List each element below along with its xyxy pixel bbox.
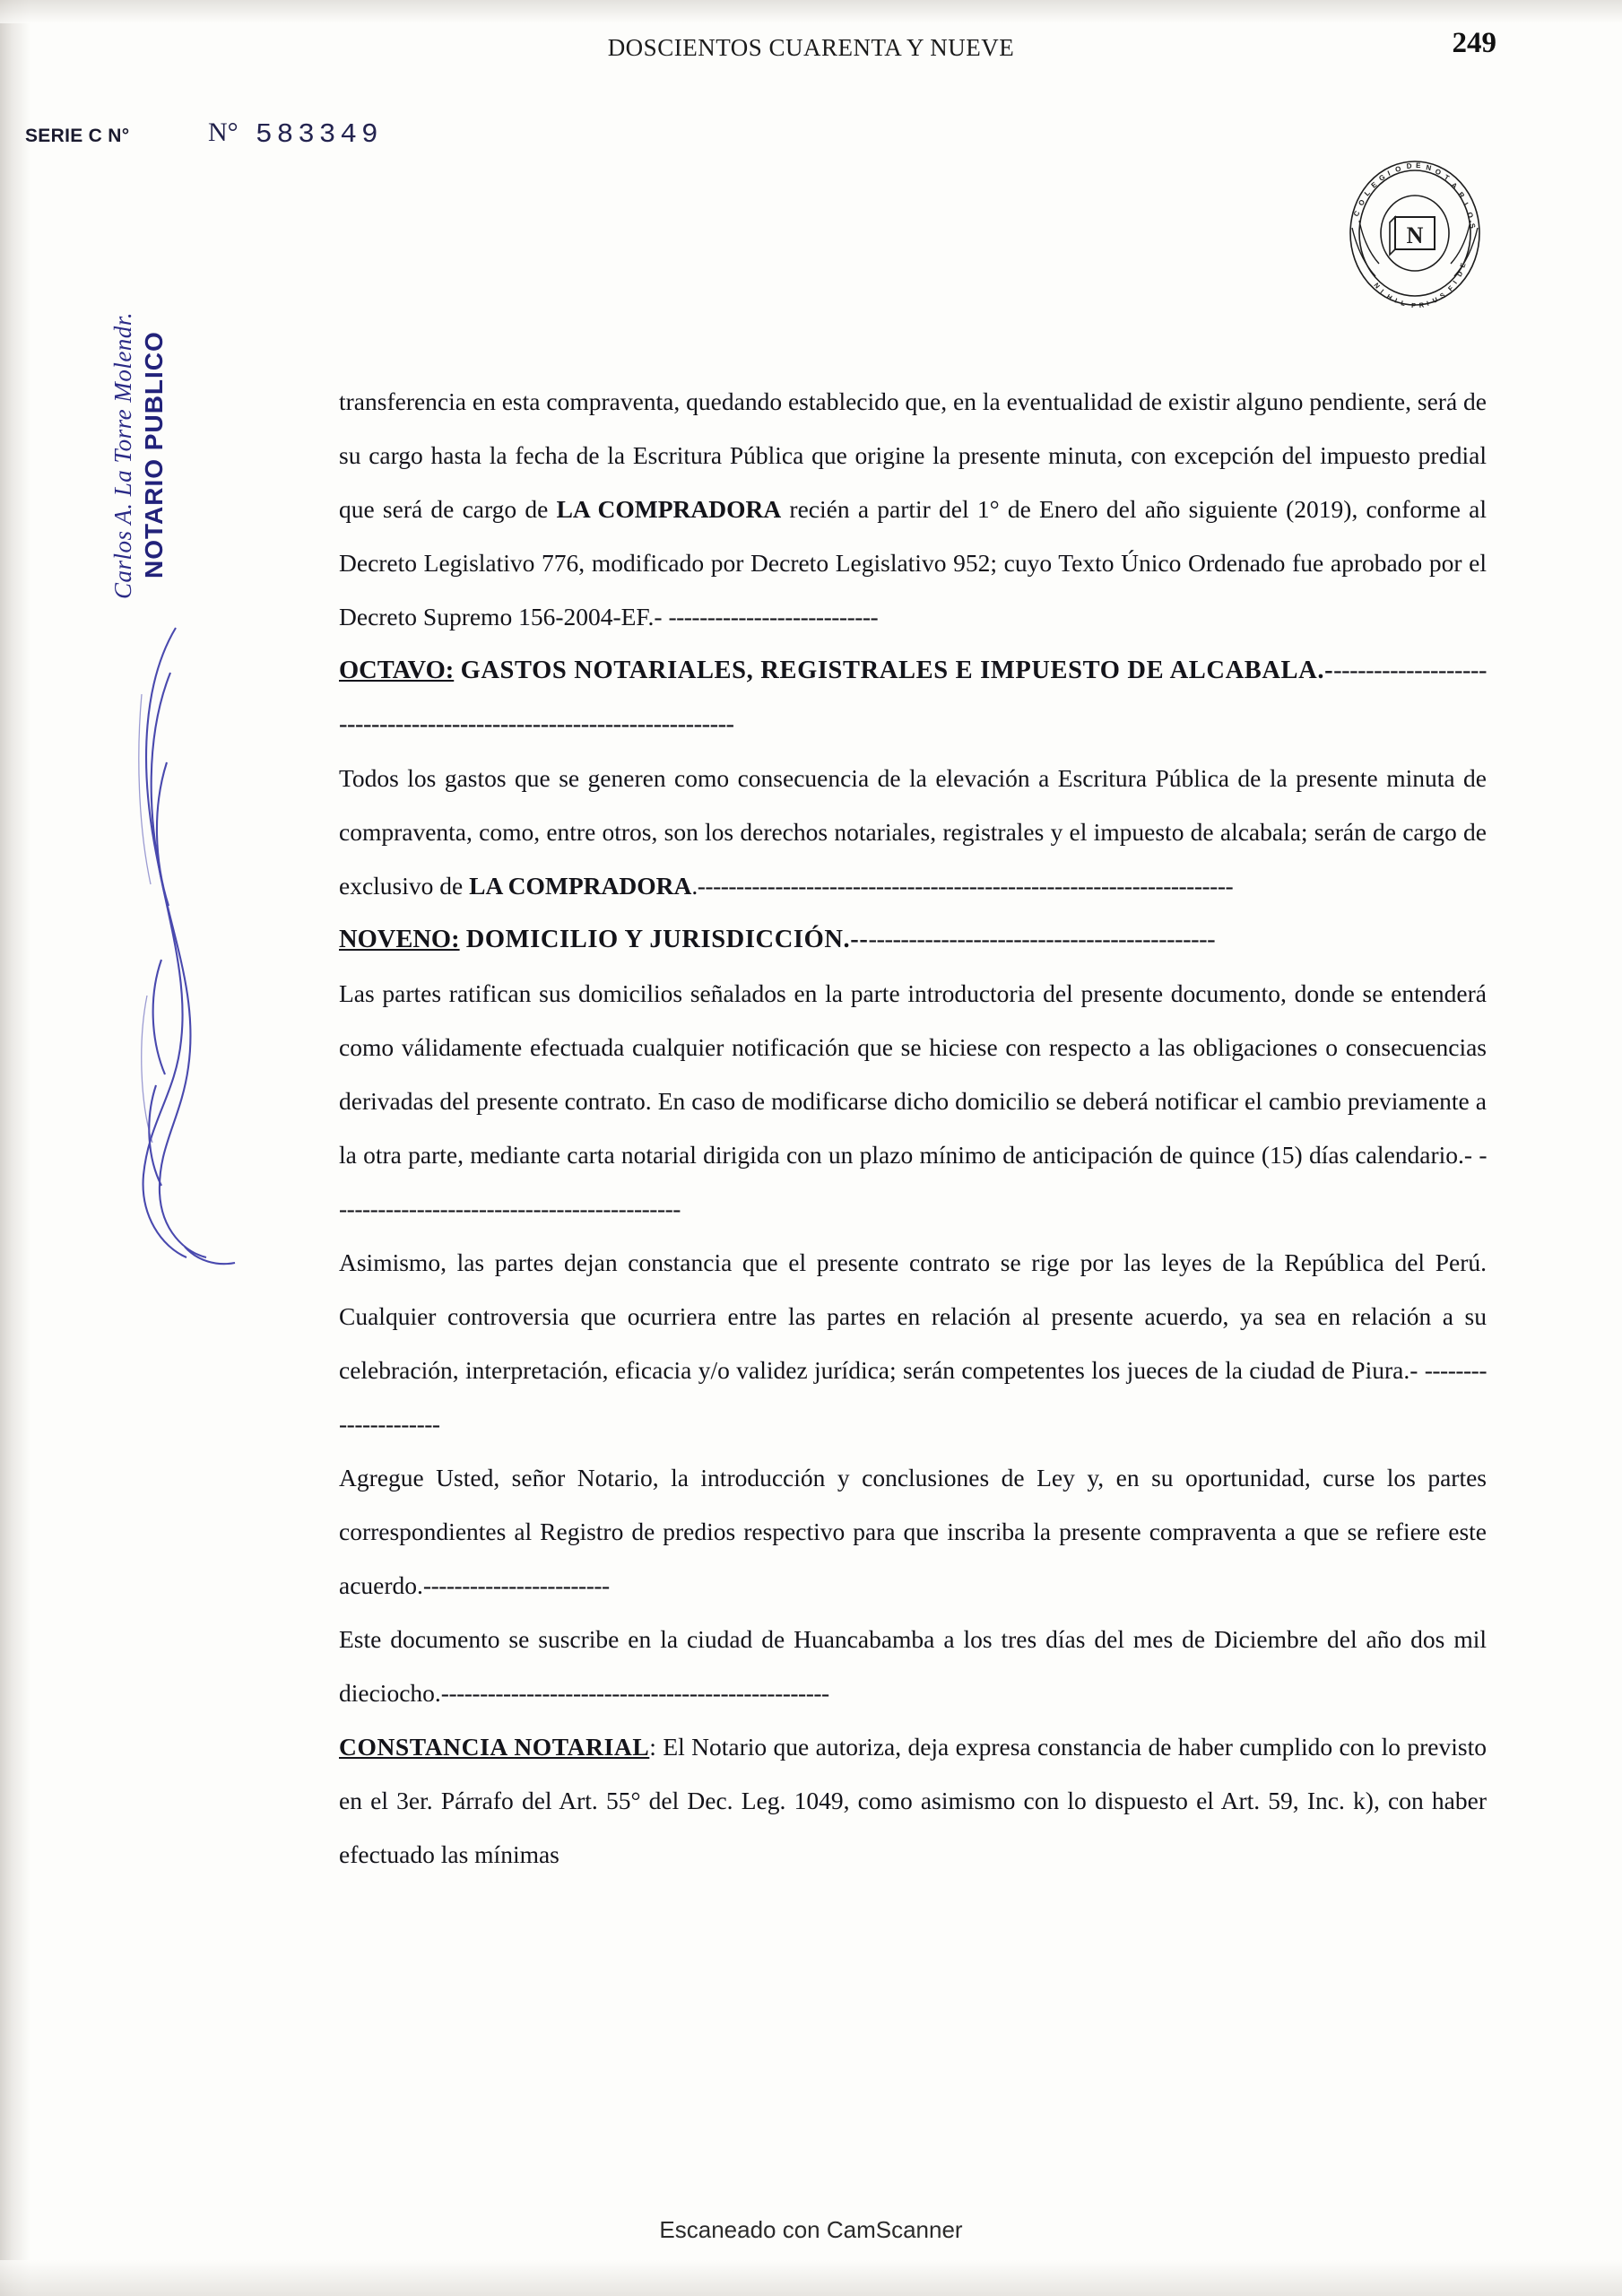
page-header-title: DOSCIENTOS CUARENTA Y NUEVE xyxy=(607,34,1015,61)
scan-edge-shadow-left xyxy=(0,0,30,2296)
svg-text:O: O xyxy=(1465,211,1476,220)
p3-text: Las partes ratifican sus domicilios señalados en la parte introductoria del presente documento, donde se entenderá como válidamente efectuada cualquier notificación que se hiciese con respecto a las obligaciones o consecuencias derivadas del presente contrato. En caso de modificarse dicho domicilio se deberá notificar el cambio previamente a la otra parte, mediante carta notarial dirigida con un plazo mínimo de anticipación de quince (15) días calendario.- xyxy=(339,979,1487,1169)
notary-signature xyxy=(134,619,341,1292)
p6-dashes: -------------------------------------------------- xyxy=(440,1679,829,1707)
svg-text:C: C xyxy=(1351,209,1362,218)
stamp-role-text: NOTARIO PUBLICO xyxy=(140,331,168,578)
svg-text:R: R xyxy=(1456,190,1467,201)
serie-label: SERIE C N° xyxy=(25,126,130,146)
notary-seal-icon xyxy=(1325,151,1505,321)
svg-text:O: O xyxy=(1357,197,1367,208)
svg-text:L: L xyxy=(1362,188,1373,198)
svg-text:I: I xyxy=(1451,279,1459,286)
svg-text:U: U xyxy=(1431,295,1439,305)
p2-text: Todos los gastos que se generen como consecuencia de la elevación a Escritura Pública de la presente minuta de compraventa, como, entre otros, son los derechos notariales, registrales y el impuesto de alcabala; serán de cargo de exclusivo de xyxy=(339,764,1487,900)
serie-number-value: 583349 xyxy=(256,119,383,151)
svg-text:I: I xyxy=(1378,287,1386,295)
svg-text:H: H xyxy=(1384,291,1394,302)
svg-text:I: I xyxy=(1386,169,1392,178)
svg-text:P: P xyxy=(1410,301,1417,310)
svg-text:D: D xyxy=(1454,269,1465,278)
paragraph-constancia-notarial xyxy=(339,1720,1487,1882)
scan-edge-shadow-bottom xyxy=(0,2260,1622,2296)
svg-text:E: E xyxy=(1458,261,1468,269)
stamp-name-text: Carlos A. La Torre Molendr. xyxy=(109,311,136,599)
svg-text:E: E xyxy=(1415,161,1422,170)
page-header xyxy=(0,34,1622,62)
svg-text:T: T xyxy=(1442,172,1452,183)
svg-text:G: G xyxy=(1377,172,1387,183)
heading-constancia-label: CONSTANCIA NOTARIAL xyxy=(339,1733,650,1761)
heading-noveno-text: DOMICILIO Y JURISDICCIÓN.-- xyxy=(465,926,869,953)
svg-text:N: N xyxy=(1425,163,1433,173)
svg-text:O: O xyxy=(1434,167,1443,178)
svg-text:O: O xyxy=(1394,164,1403,174)
p1-text: transferencia en esta compraventa, quedando establecido que, en la eventualidad de existir alguno pendiente, será de su cargo hasta la fecha de la Escritura Pública que origine la presente minuta, con excepción del impuesto predial que será de cargo de xyxy=(339,387,1487,523)
p5-dashes: ------------------------ xyxy=(422,1571,610,1599)
p1-continuation: recién a partir del 1° de Enero del año siguiente (2019), conforme al Decreto Legislativo 776, modificado por Decreto Legislativo 952; cuyo Texto Único Ordenado fue aprobado por el Decreto Supremo 156-2004-EF.- xyxy=(339,495,1487,631)
svg-text:D: D xyxy=(1406,161,1413,170)
p2-bold-la-compradora: LA COMPRADORA xyxy=(469,872,692,900)
p6-text: Este documento se suscribe en la ciudad de Huancabamba a los tres días del mes de Diciembre del año dos mil dieciocho. xyxy=(339,1625,1487,1707)
svg-text:S: S xyxy=(1438,291,1447,300)
svg-text:E: E xyxy=(1369,179,1379,190)
p1-dashes: --------------------------- xyxy=(668,603,879,631)
p3-dashes: --------------------------------------------- xyxy=(339,1141,1487,1222)
paragraph-octavo-body xyxy=(339,752,1487,913)
document-body xyxy=(339,375,1487,1882)
p5-text: Agregue Usted, señor Notario, la introducción y conclusiones de Ley y, en su oportunidad, curse los partes correspondientes al Registro de predios respectivo para que inscriba la presente compraventa a que se refiere este acuerdo. xyxy=(339,1464,1487,1599)
svg-text:I: I xyxy=(1426,299,1430,308)
paragraph-jurisdiccion xyxy=(339,1236,1487,1451)
svg-text:F: F xyxy=(1446,283,1455,293)
heading-octavo-label: OCTAVO: xyxy=(339,657,455,684)
svg-text:N: N xyxy=(1372,281,1382,291)
scan-edge-shadow-top xyxy=(0,0,1622,23)
svg-text:I: I xyxy=(1462,201,1470,208)
page-number: 249 xyxy=(1452,27,1496,59)
serie-number-abbrev: N° xyxy=(208,117,239,147)
paragraph-domicilio xyxy=(339,967,1487,1236)
svg-text:R: R xyxy=(1418,300,1425,309)
svg-text:A: A xyxy=(1449,180,1460,191)
svg-text:S: S xyxy=(1468,222,1478,230)
paragraph-septimo-continuation xyxy=(339,375,1487,644)
heading-octavo xyxy=(339,644,1487,752)
p4-text: Asimismo, las partes dejan constancia que el presente contrato se rige por las leyes de la República del Perú. Cualquier controversia que ocurriera entre las partes en relación al presente acuerdo, ya sea en relación a su celebración, interpretación, eficacia y/o validez jurídica; serán competentes los jueces de la ciudad de Piura.- xyxy=(339,1248,1487,1384)
heading-noveno-label: NOVENO: xyxy=(339,926,460,953)
scanner-watermark: Escaneado con CamScanner xyxy=(659,2216,963,2243)
heading-noveno-dashes: ------------------------------------------- xyxy=(868,926,1216,953)
svg-text:L: L xyxy=(1400,299,1407,308)
paragraph-suscripcion xyxy=(339,1613,1487,1720)
heading-octavo-dashes: -------------------------------------------------------------------- xyxy=(339,657,1487,738)
p4-dashes: --------------------- xyxy=(339,1356,1487,1438)
svg-text:N: N xyxy=(1406,222,1424,248)
paragraph-agregue-usted xyxy=(339,1451,1487,1613)
heading-noveno xyxy=(339,913,1487,967)
heading-octavo-text: GASTOS NOTARIALES, REGISTRALES E IMPUESTO DE ALCABALA.- xyxy=(460,657,1334,684)
p2-dashes: .--------------------------------------------------------------------- xyxy=(691,872,1234,900)
p7-text: : El Notario que autoriza, deja expresa constancia de haber cumplido con lo previsto en el 3er. Párrafo del Art. 55° del Dec. Leg. 1049, como asimismo con lo dispuesto el Art. 59, Inc. k), con haber efectuado las mínimas xyxy=(339,1733,1487,1868)
p1-bold-la-compradora: LA COMPRADORA xyxy=(556,495,782,523)
svg-text:I: I xyxy=(1393,296,1399,305)
